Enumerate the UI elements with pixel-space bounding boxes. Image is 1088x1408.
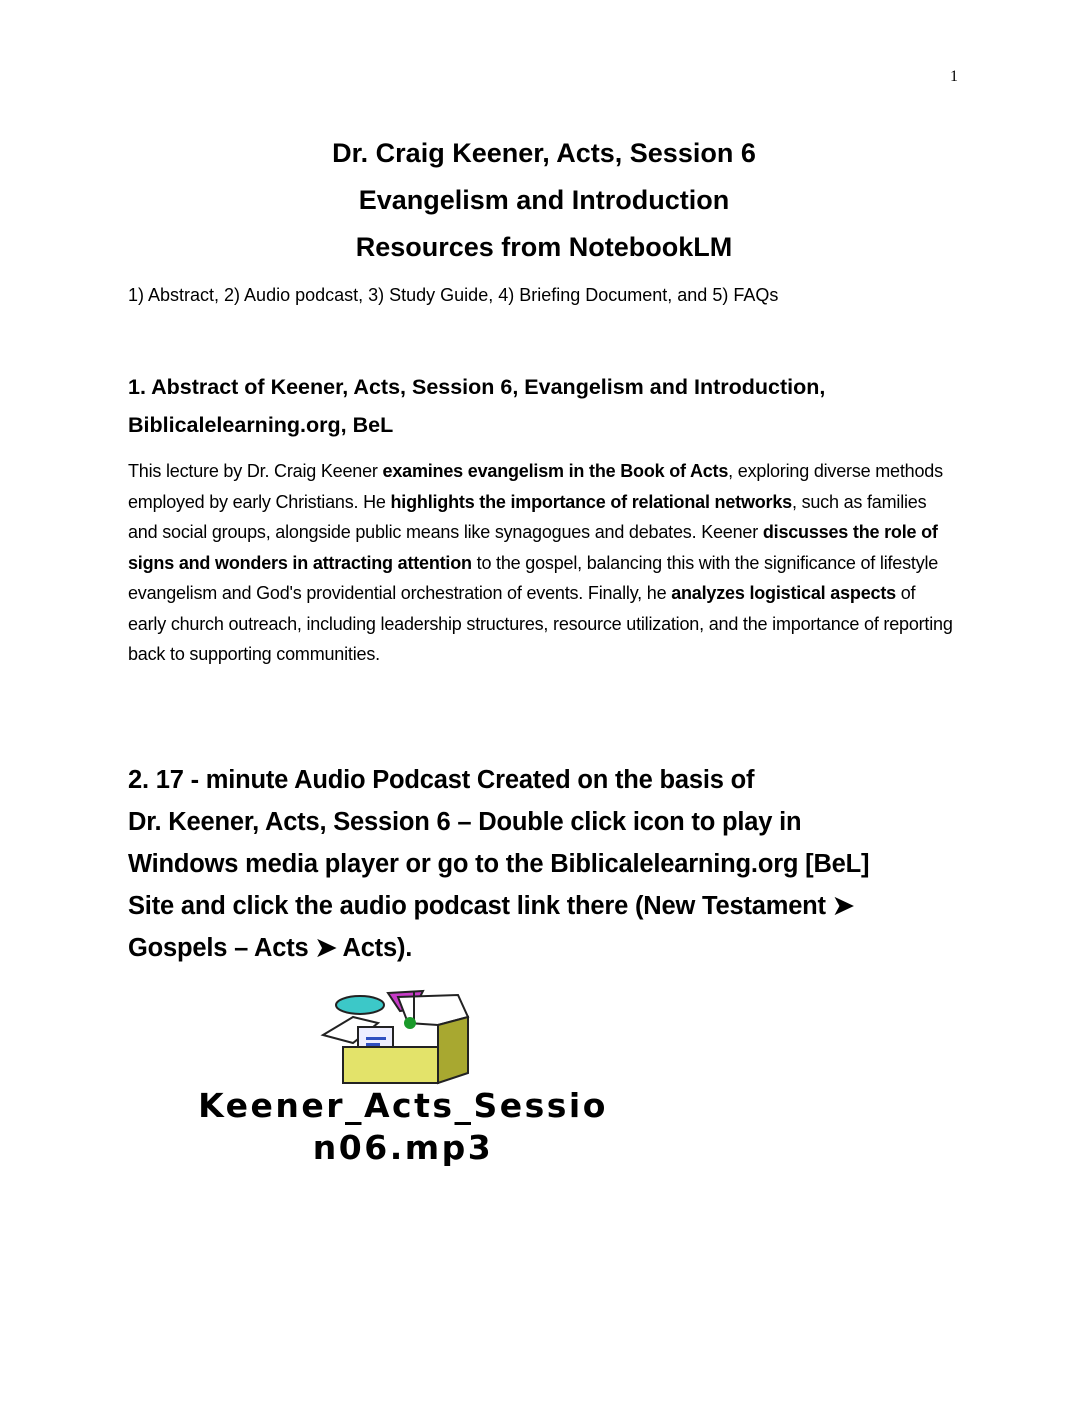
heading-line: Gospels – Acts ➤ Acts). (128, 934, 413, 962)
text-run: of early church outreach, including leadership structures, resource utilization, and the importance of reporting back to supporting communities. (128, 583, 953, 664)
bold-phrase: analyzes logistical aspects (671, 583, 896, 603)
heading-line: 1. Abstract of Keener, Acts, Session 6, Evangelism and Introduction, (128, 375, 826, 399)
section-2-heading (128, 759, 988, 969)
heading-line: Windows media player or go to the Biblicalelearning.org [BeL] (128, 850, 870, 878)
section-1-heading (128, 368, 968, 444)
heading-line: Dr. Keener, Acts, Session 6 – Double click icon to play in (128, 808, 802, 836)
podcast-file-icon-button[interactable] (138, 985, 668, 1169)
text-run: , exploring diverse methods employed by early Christians. He (128, 461, 943, 512)
page-number: 1 (950, 68, 958, 85)
heading-line: 2. 17 - minute Audio Podcast Created on the basis of (128, 766, 755, 794)
title-line: Dr. Craig Keener, Acts, Session 6 (332, 138, 756, 168)
heading-line: Site and click the audio podcast link there (New Testament ➤ (128, 892, 854, 920)
contents-line: 1) Abstract, 2) Audio podcast, 3) Study Guide, 4) Briefing Document, and 5) FAQs (128, 285, 779, 305)
text-run: to the gospel, balancing this with the significance of lifestyle evangelism and God's providential orchestration of events. Finally, he (128, 552, 939, 603)
title-line: Evangelism and Introduction (358, 185, 730, 215)
document-title (0, 130, 1088, 271)
abstract-paragraph (128, 456, 958, 670)
podcast-filename: n06.mp3 (312, 1128, 494, 1167)
title-line: Resources from NotebookLM (355, 232, 733, 262)
bold-phrase: discusses the role of signs and wonders in attracting attention (128, 522, 938, 573)
bold-phrase: examines evangelism in the Book of Acts (382, 461, 729, 481)
text-run: This lecture by Dr. Craig Keener (128, 461, 383, 481)
podcast-filename: Keener_Acts_Sessio (198, 1086, 608, 1125)
heading-line: Biblicalelearning.org, BeL (128, 413, 394, 437)
package-icon (318, 985, 488, 1085)
bold-phrase: highlights the importance of relational networks (390, 491, 792, 512)
text-run: , such as families and social groups, alongside public means like synagogues and debates. Keener (128, 491, 927, 542)
